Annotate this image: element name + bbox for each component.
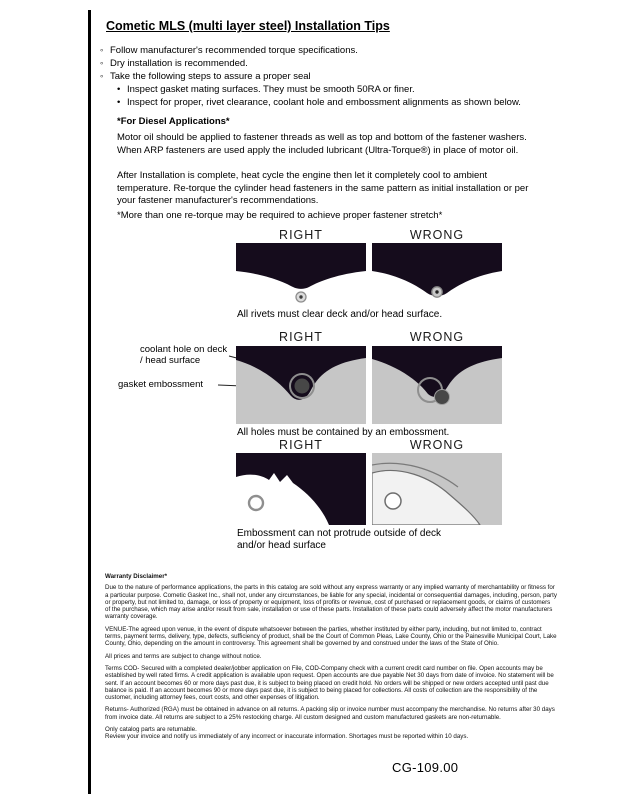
embossment-wrong-illustration	[372, 346, 502, 424]
diesel-paragraph-2: After Installation is complete, heat cycle the engine then let it completely cool to ambient temperature. Re-torque the cylinder head fasteners in the same pattern as initial installation or per your fastener manufacturer's recommendations.	[117, 170, 529, 206]
tip-text: Inspect for proper, rivet clearance, coolant hole and embossment alignments as shown below.	[127, 97, 521, 108]
warranty-heading: Warranty Disclaimer*	[105, 573, 168, 580]
tip-item	[100, 57, 585, 70]
gasket-embossment-callout: gasket embossment	[118, 379, 204, 390]
page-title: Cometic MLS (multi layer steel) Installation Tips	[106, 19, 390, 33]
tip-subitem	[117, 96, 585, 109]
warranty-paragraph: Only catalog parts are returnable.	[105, 726, 197, 734]
right-label-row2: RIGHT	[279, 330, 323, 344]
tip-text: Inspect gasket mating surfaces. They must be smooth 50RA or finer.	[127, 84, 415, 95]
retorque-note: *More than one re-torque may be required to achieve proper fastener stretch*	[117, 210, 443, 221]
wrong-label-row3: WRONG	[409, 438, 465, 452]
rivet-clearance-wrong-illustration	[372, 243, 502, 305]
diesel-paragraph-1: Motor oil should be applied to fastener threads as well as top and bottom of the fastener washers. When ARP fasteners are used apply the included lubricant (Ultra-Torque®) in place of motor oil.	[117, 132, 527, 156]
tip-text: Follow manufacturer's recommended torque specifications.	[110, 45, 358, 56]
tip-text: Dry installation is recommended.	[110, 58, 248, 69]
row1-caption: All rivets must clear deck and/or head surface.	[237, 309, 443, 320]
warranty-paragraph: All prices and terms are subject to change without notice.	[105, 652, 262, 660]
document-number: CG-109.00	[392, 760, 459, 775]
right-label-row1: RIGHT	[279, 228, 323, 242]
rivet-wrong-graphic	[372, 243, 502, 305]
diesel-heading: *For Diesel Applications*	[117, 116, 230, 127]
warranty-paragraph: Returns- Authorized (RGA) must be obtained in advance on all returns. A packing slip or invoice number must accompany the merchandise. No returns after 30 days from invoice date. All returns are subject to a 25% restocking charge. All custom designed and custom manufactured gaskets are non-returnable.	[105, 706, 555, 721]
coolant-hole-icon	[435, 390, 450, 405]
warranty-paragraph: Due to the nature of performance applications, the parts in this catalog are sold without any express warranty or any implied warranty of merchantability or fitness for a particular purpose. Cometic Gasket Inc., shall not, under any circumstances, be liable for any special, incidental or consequential damages, including, person, party or property, but not limited to, damage, or loss of property or equipment, loss of profits or revenue, cost of purchased or replacement goods, or claims of customers of the purchase, which may arise and/or result from sale, installation or use of these parts. Installation of these parts could adversely affect the motor manufacturers warranty coverage.	[105, 584, 557, 621]
rivet-right-graphic	[236, 243, 366, 305]
rivet-clearance-right-illustration	[236, 243, 366, 305]
wrong-label-row2: WRONG	[409, 330, 465, 344]
protrusion-wrong-illustration	[372, 453, 502, 525]
bolt-hole-icon	[385, 493, 401, 509]
row2-caption: All holes must be contained by an embossment.	[237, 427, 450, 438]
embossment-right-illustration	[236, 346, 366, 424]
protrusion-wrong-graphic	[372, 453, 502, 525]
embossment-right-graphic	[236, 346, 366, 424]
tip-text: Take the following steps to assure a proper seal	[110, 71, 311, 82]
warranty-paragraph: Review your invoice and notify us immediately of any incorrect or inaccurate information. Shortages must be reported within 10 days.	[105, 733, 469, 741]
right-label-row3: RIGHT	[279, 438, 323, 452]
embossment-wrong-graphic	[372, 346, 502, 424]
tip-item	[100, 70, 585, 83]
tips-list	[100, 44, 585, 109]
warranty-paragraph: Terms COD- Secured with a completed dealer/jobber application on File, COD-Company check with a current credit card number on file. Open accounts may be established by well rated firms. A credit application is available upon request. Open accounts are due payable Net 30 days from date of invoice. No statement will be sent. If an account becomes 60 or more days past due, it is subject to being placed on credit hold. No orders will be shipped or new orders accepted until past due balance is paid. If an account becomes 90 or more days past due, it is subject to being placed for collections. All costs of collection are the responsibility of the customer, including attorney fees, court costs, and other expenses of litigation.	[105, 664, 554, 702]
protrusion-right-graphic	[236, 453, 366, 525]
warranty-disclaimer-section	[105, 573, 557, 741]
coolant-hole-icon	[295, 379, 310, 394]
protrusion-right-illustration	[236, 453, 366, 525]
left-border-rule	[88, 10, 91, 794]
tip-subitem	[117, 83, 585, 96]
row3-caption: Embossment can not protrude outside of deck and/or head surface	[237, 528, 442, 551]
wrong-label-row1: WRONG	[409, 228, 465, 242]
tip-item	[100, 44, 585, 57]
coolant-hole-callout: coolant hole on deck / head surface	[140, 344, 228, 366]
warranty-paragraph: VENUE-The agreed upon venue, in the event of dispute whatsoever between the parties, whether instituted by either party, including, but not limited to, contract terms, payment terms, delivery, type, defects, sufficiency of product, shall be the Court of Common Pleas, Lake County, Ohio or the Painesville Municipal Court, Lake County, Ohio, depending on the amount in controversy. This agreement shall be governed by and construed under the laws of the State of Ohio.	[105, 625, 557, 648]
